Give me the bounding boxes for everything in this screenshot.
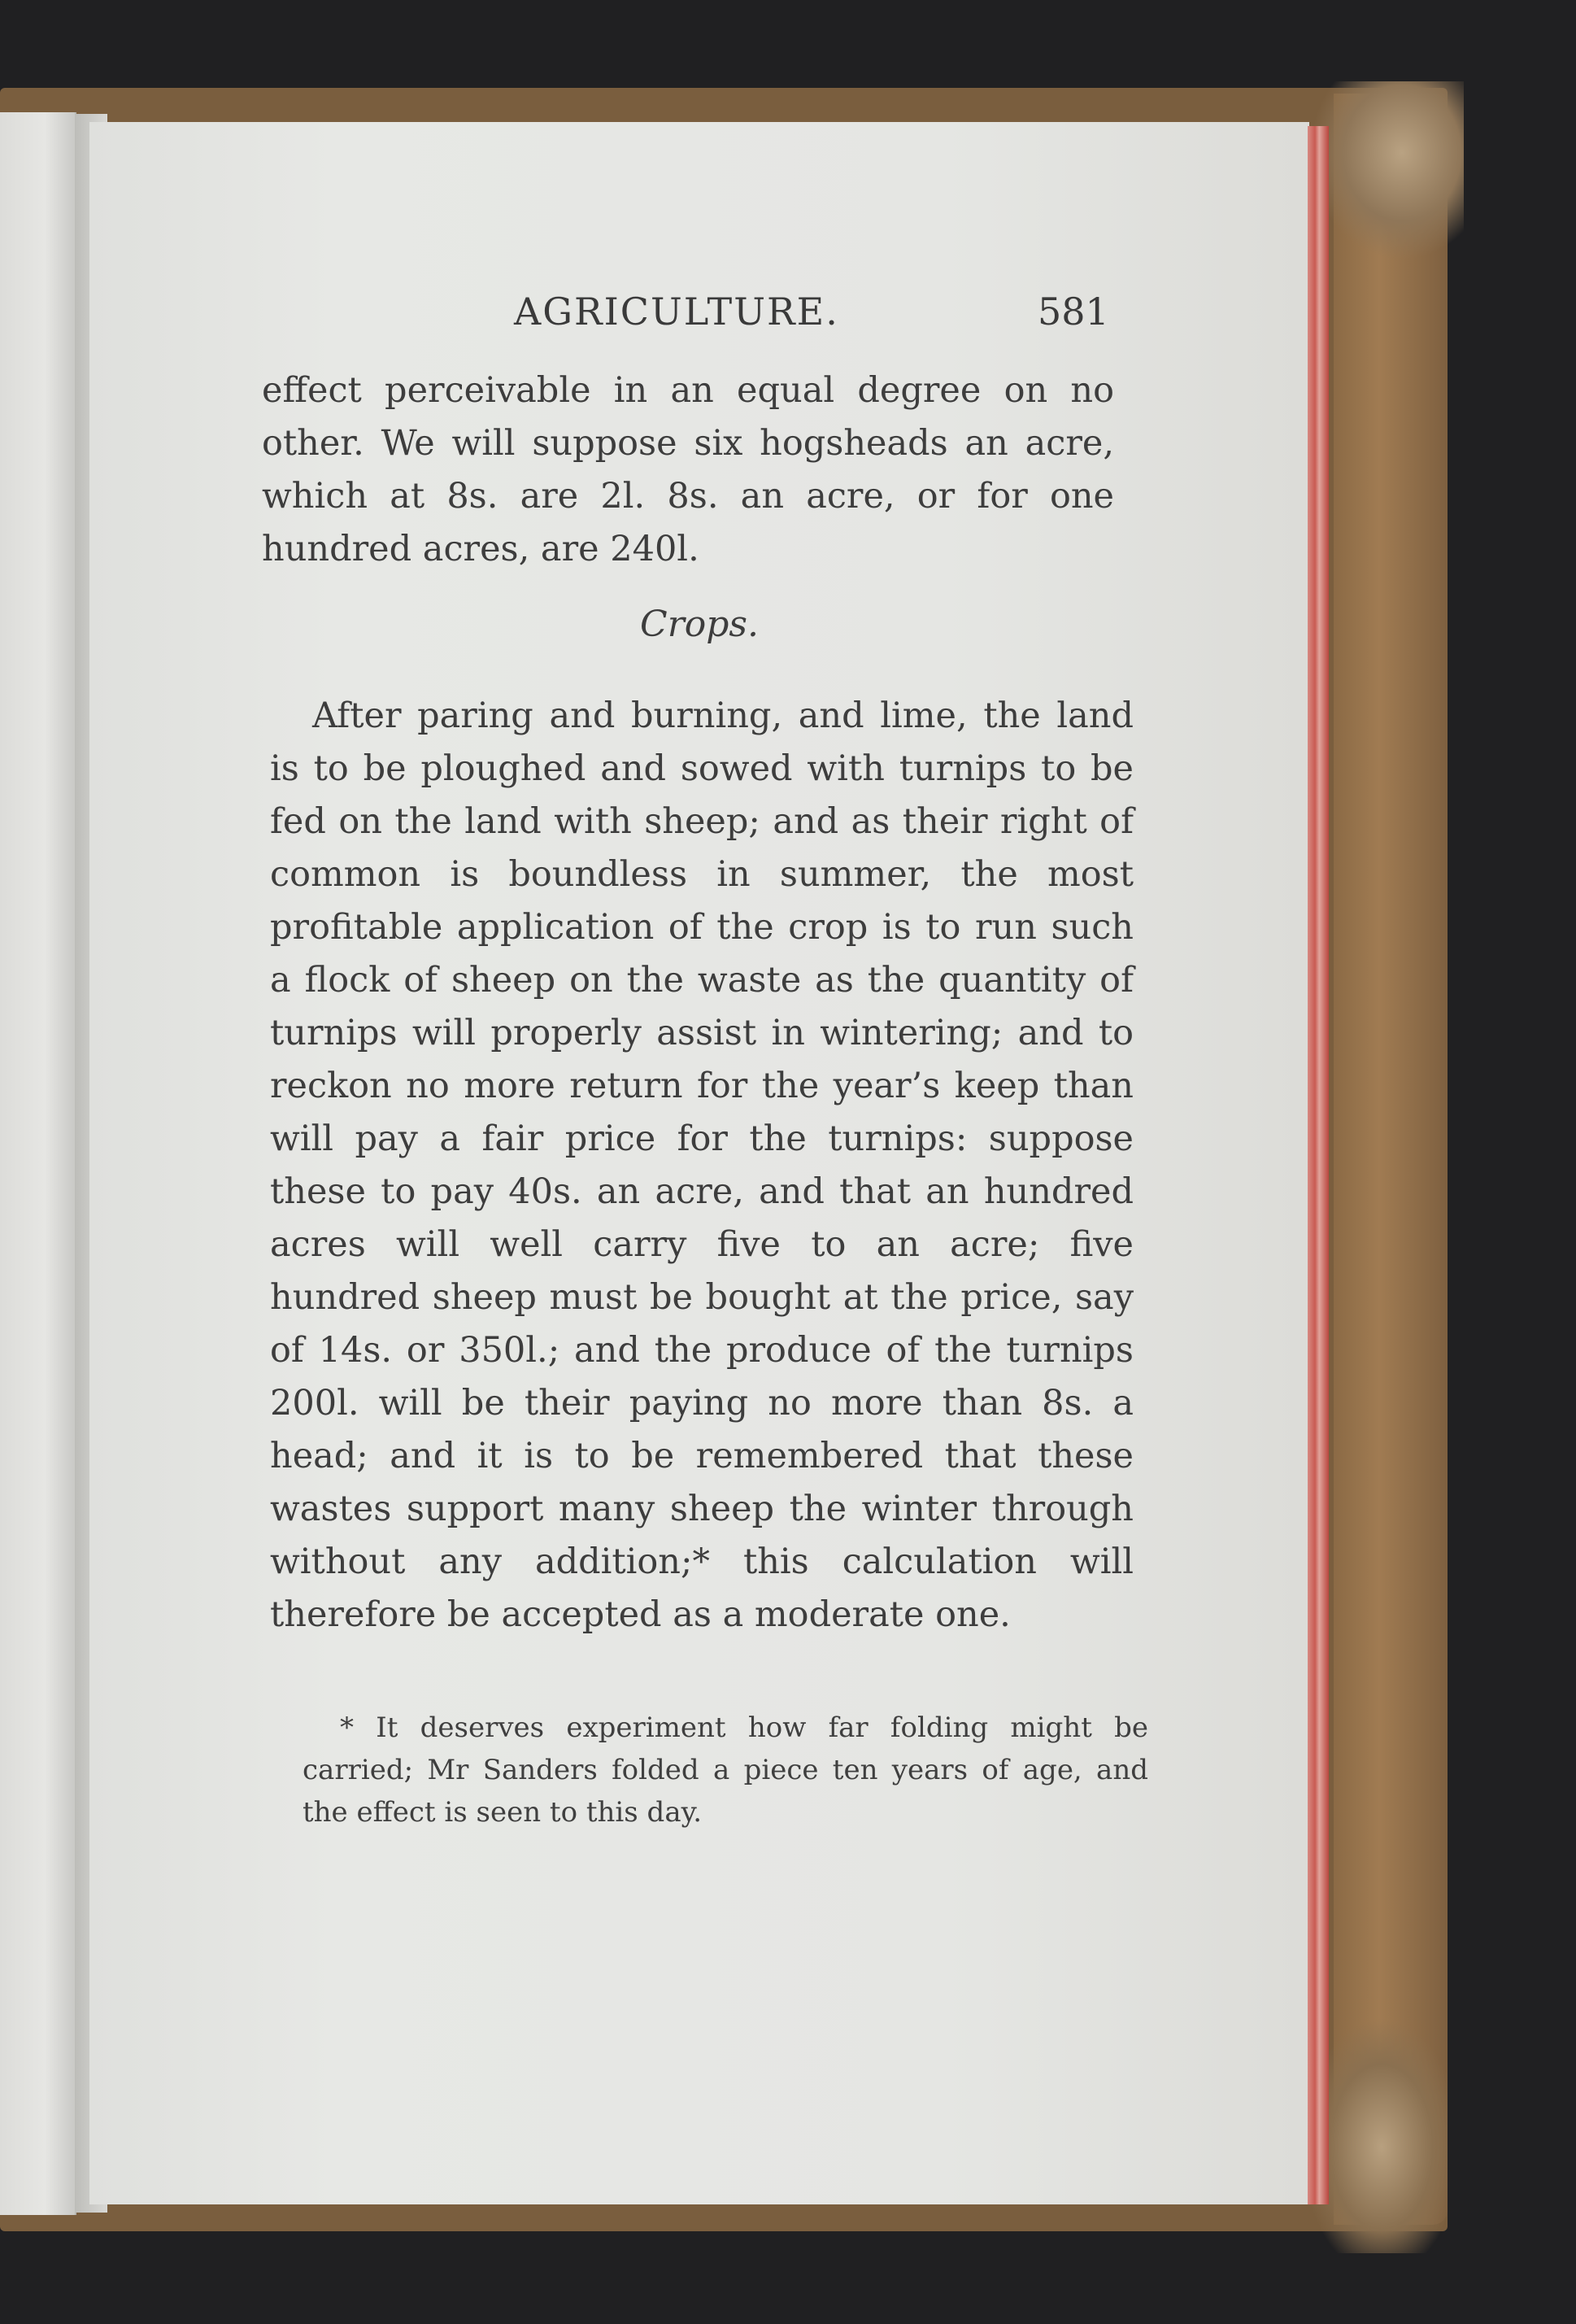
cover-edge [1334, 94, 1448, 2225]
red-page-edges [1308, 126, 1329, 2204]
facing-page-edge [0, 112, 76, 2215]
page-header [89, 283, 1309, 340]
worn-corner-top [1309, 81, 1464, 260]
section-heading: Crops. [640, 604, 759, 645]
paragraph-crops: After paring and burning, and lime, the land is to be ploughed and sowed with turnips to be fed on the land with sheep; and as their right of common is boundless in summer, the most profitable application of the crop is to run such a flock of sheep on the waste as the quantity of turnips will properly assist in wintering; and to reckon no more return for the year’s keep than will pay a fair price for the turnips: suppose these to pay 40s. an acre, and that an hundred acres will well carry five to an acre; five hundred sheep must be bought at the price, say of 14s. or 350l.; and the produce of the turnips 200l. will be their paying no more than 8s. a head; and it is to be remembered that these wastes support many sheep the winter through without any addition;* this calculation will therefore be accepted as a moderate one. [270, 695, 1134, 1635]
running-title: AGRICULTURE. [514, 290, 839, 334]
paragraph-continuation: effect perceivable in an equal degree on no other. We will suppose six hogsheads an acre, which at 8s. are 2l. 8s. an acre, or for one hundred acres, are 240l. [262, 370, 1114, 569]
page-number: 581 [1038, 290, 1109, 334]
footnote: * It deserves experiment how far folding might be carried; Mr Sanders folded a piece ten years of age, and the effect is seen to this day. [303, 1711, 1148, 1829]
